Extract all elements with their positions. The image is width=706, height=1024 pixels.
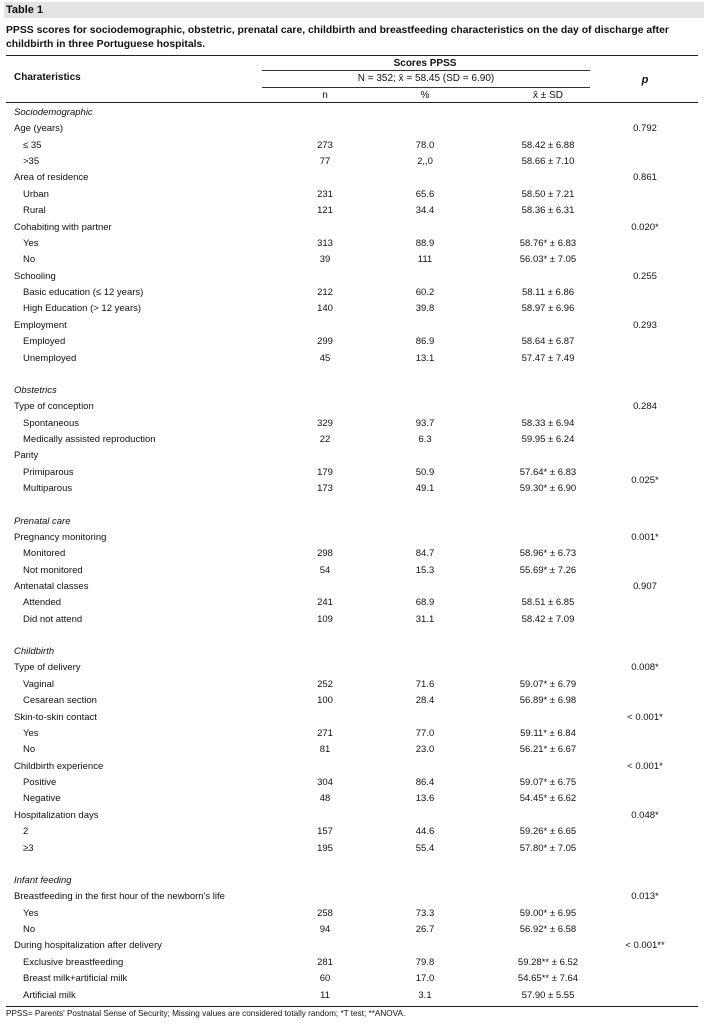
row-label: Unemployed: [23, 353, 77, 364]
variable-row: [0, 318, 706, 333]
n-cell: 45: [319, 353, 331, 364]
pct-cell: 77.0: [415, 728, 435, 739]
table-row: [0, 252, 706, 267]
n-cell: 157: [317, 826, 333, 837]
scores-rule: [262, 70, 590, 71]
score-cell: 57.64* ± 6.83: [519, 467, 577, 478]
row-label: Basic education (≤ 12 years): [23, 287, 144, 298]
table-row: [0, 236, 706, 251]
table-row: [0, 677, 706, 692]
p-value-cell: 0.013*: [631, 891, 659, 902]
score-cell: 58.11 ± 6.86: [521, 287, 575, 298]
row-label: ≤ 35: [23, 140, 42, 151]
score-cell: 59.00* ± 6.95: [519, 908, 577, 919]
section-title: Childbirth: [14, 646, 55, 657]
row-label: Pregnancy monitoring: [14, 532, 107, 543]
table-row: [0, 955, 706, 970]
n-cell: 329: [317, 418, 333, 429]
n-cell: 81: [319, 744, 331, 755]
p-value-cell: 0.907: [633, 581, 657, 592]
pct-cell: 68.9: [415, 597, 435, 608]
pct-cell: 13.6: [415, 793, 435, 804]
row-label: Area of residence: [14, 172, 89, 183]
pct-cell: 34.4: [415, 205, 435, 216]
table-row: [0, 475, 706, 496]
row-label: No: [23, 254, 36, 265]
row-label: Yes: [23, 908, 39, 919]
n-cell: 241: [317, 597, 333, 608]
row-label: ≥3: [23, 843, 34, 854]
row-label: Childbirth experience: [14, 761, 104, 772]
row-label: Employment: [14, 320, 67, 331]
row-label: Rural: [23, 205, 46, 216]
row-label: Exclusive breastfeeding: [23, 957, 124, 968]
pct-cell: 26.7: [415, 924, 435, 935]
bottom-rule: [6, 1006, 698, 1007]
pct-cell: 3.1: [418, 990, 432, 1001]
score-cell: 58.97 ± 6.96: [521, 303, 575, 314]
n-cell: 281: [317, 957, 333, 968]
header-characteristics: Charateristics: [14, 72, 81, 83]
row-label: Multiparous: [23, 483, 73, 494]
n-cell: 109: [317, 614, 333, 625]
row-label: Parity: [14, 450, 39, 461]
row-label: Vaginal: [23, 679, 54, 690]
table-row: [0, 351, 706, 366]
table-row: [0, 546, 706, 561]
n-cell: 100: [317, 695, 333, 706]
n-cell: 48: [319, 793, 331, 804]
score-cell: 59.28** ± 6.52: [517, 957, 579, 968]
variable-row: [0, 269, 706, 284]
table-row: [0, 416, 706, 431]
score-cell: 57.80* ± 7.05: [519, 843, 577, 854]
table-row: [0, 824, 706, 839]
row-label: Type of conception: [14, 401, 94, 412]
score-cell: 58.51 ± 6.85: [521, 597, 575, 608]
n-cell: 304: [317, 777, 333, 788]
n-cell: 22: [319, 434, 331, 445]
row-label: High Education (> 12 years): [23, 303, 142, 314]
top-rule: [6, 55, 698, 56]
table-row: [0, 138, 706, 153]
header-summary: N = 352; x̄ = 58.45 (SD = 6.90): [357, 73, 495, 84]
n-cell: 298: [317, 548, 333, 559]
pct-cell: 2,,0: [417, 156, 433, 167]
table-row: [0, 971, 706, 986]
table-row: [0, 922, 706, 937]
row-label: Spontaneous: [23, 418, 79, 429]
p-value-cell: 0.020*: [631, 222, 659, 233]
pct-cell: 6.3: [418, 434, 432, 445]
table-row: [0, 203, 706, 218]
score-cell: 59.07* ± 6.75: [519, 777, 577, 788]
score-cell: 58.76* ± 6.83: [519, 238, 577, 249]
row-label: Primiparous: [23, 467, 74, 478]
score-cell: 58.33 ± 6.94: [521, 418, 575, 429]
n-cell: 39: [319, 254, 331, 265]
n-cell: 140: [317, 303, 333, 314]
n-cell: 54: [319, 565, 331, 576]
p-value-cell: 0.792: [633, 123, 657, 134]
pct-cell: 86.4: [415, 777, 435, 788]
n-cell: 313: [317, 238, 333, 249]
table-row: [0, 301, 706, 316]
row-label: Age (years): [14, 123, 64, 134]
variable-row: [0, 579, 706, 594]
pct-cell: 84.7: [415, 548, 435, 559]
score-cell: 56.03* ± 7.05: [519, 254, 577, 265]
table-row: [0, 432, 706, 447]
table-row: [0, 563, 706, 578]
table-label: Table 1: [4, 2, 704, 18]
row-label: Artificial milk: [23, 990, 76, 1001]
row-label: Breast milk+artificial milk: [23, 973, 128, 984]
p-value-cell: 0.861: [633, 172, 657, 183]
variable-row: [0, 660, 706, 675]
section-row: [0, 644, 706, 659]
header-mean-sd: x̄ ± SD: [533, 90, 563, 101]
variable-row: [0, 759, 706, 774]
pct-cell: 50.9: [415, 467, 435, 478]
variable-row: [0, 399, 706, 414]
pct-cell: 60.2: [415, 287, 435, 298]
row-label: Yes: [23, 728, 39, 739]
pct-cell: 13.1: [415, 353, 435, 364]
row-label: Not monitored: [23, 565, 83, 576]
pct-cell: 73.3: [415, 908, 435, 919]
section-row: [0, 514, 706, 529]
score-cell: 55.69* ± 7.26: [519, 565, 577, 576]
section-row: [0, 105, 706, 120]
n-cell: 121: [317, 205, 333, 216]
row-label: Attended: [23, 597, 62, 608]
n-cell: 179: [317, 467, 333, 478]
p-value-cell: 0.284: [633, 401, 657, 412]
table-row: [0, 841, 706, 856]
score-cell: 58.50 ± 7.21: [521, 189, 575, 200]
score-cell: 56.89* ± 6.98: [519, 695, 577, 706]
table-row: [0, 775, 706, 790]
p-value-cell: < 0.001**: [625, 940, 665, 951]
table-row: [0, 988, 706, 1003]
row-label: Negative: [23, 793, 61, 804]
table-row: [0, 154, 706, 169]
score-cell: 59.11* ± 6.84: [520, 728, 576, 739]
score-cell: 59.26* ± 6.65: [519, 826, 577, 837]
n-cell: 231: [317, 189, 333, 200]
pct-cell: 65.6: [415, 189, 435, 200]
p-value-cell: < 0.001*: [627, 761, 663, 772]
pct-cell: 78.0: [415, 140, 435, 151]
score-cell: 56.92* ± 6.58: [519, 924, 577, 935]
row-label: Skin-to-skin contact: [14, 712, 97, 723]
pct-cell: 71.6: [415, 679, 435, 690]
row-label: Antenatal classes: [14, 581, 89, 592]
summary-rule: [262, 87, 590, 88]
p-value-cell: 0.293: [633, 320, 657, 331]
row-label: Yes: [23, 238, 39, 249]
score-cell: 58.96* ± 6.73: [519, 548, 577, 559]
n-cell: 94: [319, 924, 331, 935]
pct-cell: 49.1: [415, 483, 435, 494]
n-cell: 212: [317, 287, 333, 298]
p-value-cell: 0.048*: [631, 810, 659, 821]
n-cell: 195: [317, 843, 333, 854]
pct-cell: 28.4: [415, 695, 435, 706]
variable-row: [0, 938, 706, 953]
header-scores: Scores PPSS: [393, 58, 457, 69]
header-pct: %: [420, 90, 430, 101]
score-cell: 54.45* ± 6.62: [519, 793, 577, 804]
p-value-cell: < 0.001*: [627, 712, 663, 723]
n-cell: 77: [319, 156, 331, 167]
pct-cell: 79.8: [415, 957, 435, 968]
pct-cell: 39.8: [415, 303, 435, 314]
score-cell: 54.65** ± 7.64: [517, 973, 579, 984]
row-label: Breastfeeding in the first hour of the newborn's life: [14, 891, 225, 902]
score-cell: 59.07* ± 6.79: [519, 679, 577, 690]
row-label: >35: [23, 156, 40, 167]
section-row: [0, 383, 706, 398]
variable-row: [0, 448, 706, 463]
header-p: p: [641, 74, 649, 86]
table-row: [0, 742, 706, 757]
pct-cell: 15.3: [415, 565, 435, 576]
header-bottom-rule: [6, 102, 698, 103]
score-cell: 58.66 ± 7.10: [521, 156, 575, 167]
n-cell: 299: [317, 336, 333, 347]
table-row: [0, 187, 706, 202]
row-label: 2: [23, 826, 29, 837]
n-cell: 252: [317, 679, 333, 690]
row-label: Cesarean section: [23, 695, 97, 706]
row-label: No: [23, 744, 36, 755]
score-cell: 59.30* ± 6.90: [519, 483, 577, 494]
variable-row: [0, 170, 706, 185]
row-label: Monitored: [23, 548, 66, 559]
row-label: Employed: [23, 336, 66, 347]
row-label: Schooling: [14, 271, 56, 282]
variable-row: [0, 220, 706, 235]
row-label: Did not attend: [23, 614, 83, 625]
variable-row: [0, 889, 706, 904]
table-row: [0, 612, 706, 627]
n-cell: 273: [317, 140, 333, 151]
p-value-cell: 0.025*: [631, 475, 659, 486]
pct-cell: 111: [417, 254, 433, 265]
section-title: Infant feeding: [14, 875, 72, 886]
variable-row: [0, 710, 706, 725]
score-cell: 59.95 ± 6.24: [521, 434, 575, 445]
table-row: [0, 791, 706, 806]
header-n: n: [322, 90, 328, 101]
table-row: [0, 595, 706, 610]
section-row: [0, 873, 706, 888]
variable-row: [0, 530, 706, 545]
table-row: [0, 285, 706, 300]
n-cell: 258: [317, 908, 333, 919]
p-value-cell: 0.008*: [631, 662, 659, 673]
score-cell: 58.42 ± 7.09: [521, 614, 575, 625]
score-cell: 57.47 ± 7.49: [521, 353, 575, 364]
score-cell: 58.42 ± 6.88: [521, 140, 575, 151]
p-value-cell: 0.255: [633, 271, 657, 282]
pct-cell: 31.1: [415, 614, 435, 625]
row-label: Hospitalization days: [14, 810, 99, 821]
pct-cell: 17.0: [415, 973, 435, 984]
variable-row: [0, 121, 706, 136]
row-label: Type of delivery: [14, 662, 81, 673]
table-row: [0, 726, 706, 741]
table-footnote: PPSS= Parents' Postnatal Sense of Security; Missing values are considered totally random; *T test; **ANOVA.: [6, 1009, 406, 1018]
n-cell: 11: [320, 990, 330, 1001]
p-value-cell: 0.001*: [631, 532, 659, 543]
score-cell: 58.36 ± 6.31: [521, 205, 575, 216]
section-title: Sociodemographic: [14, 107, 93, 118]
row-label: During hospitalization after delivery: [14, 940, 162, 951]
n-cell: 271: [317, 728, 333, 739]
row-label: Positive: [23, 777, 57, 788]
n-cell: 60: [319, 973, 331, 984]
score-cell: 56.21* ± 6.67: [519, 744, 577, 755]
score-cell: 58.64 ± 6.87: [521, 336, 575, 347]
pct-cell: 44.6: [415, 826, 435, 837]
pct-cell: 93.7: [415, 418, 435, 429]
pct-cell: 88.9: [415, 238, 435, 249]
table-caption: PPSS scores for sociodemographic, obstetric, prenatal care, childbirth and breastfeeding characteristics on the day of discharge after childbirth in three Portuguese hospitals.: [6, 25, 669, 50]
row-label: Cohabiting with partner: [14, 222, 112, 233]
table-row: [0, 465, 706, 480]
row-label: No: [23, 924, 36, 935]
table-row: [0, 906, 706, 921]
section-title: Prenatal care: [14, 516, 71, 527]
section-title: Obstetrics: [14, 385, 57, 396]
n-cell: 173: [317, 483, 333, 494]
row-label: Medically assisted reproduction: [23, 434, 156, 445]
variable-row: [0, 808, 706, 823]
pct-cell: 86.9: [415, 336, 435, 347]
table-row: [0, 693, 706, 708]
table-row: [0, 334, 706, 349]
pct-cell: 23.0: [415, 744, 435, 755]
pct-cell: 55.4: [415, 843, 435, 854]
row-label: Urban: [23, 189, 49, 200]
score-cell: 57.90 ± 5.55: [521, 990, 575, 1001]
